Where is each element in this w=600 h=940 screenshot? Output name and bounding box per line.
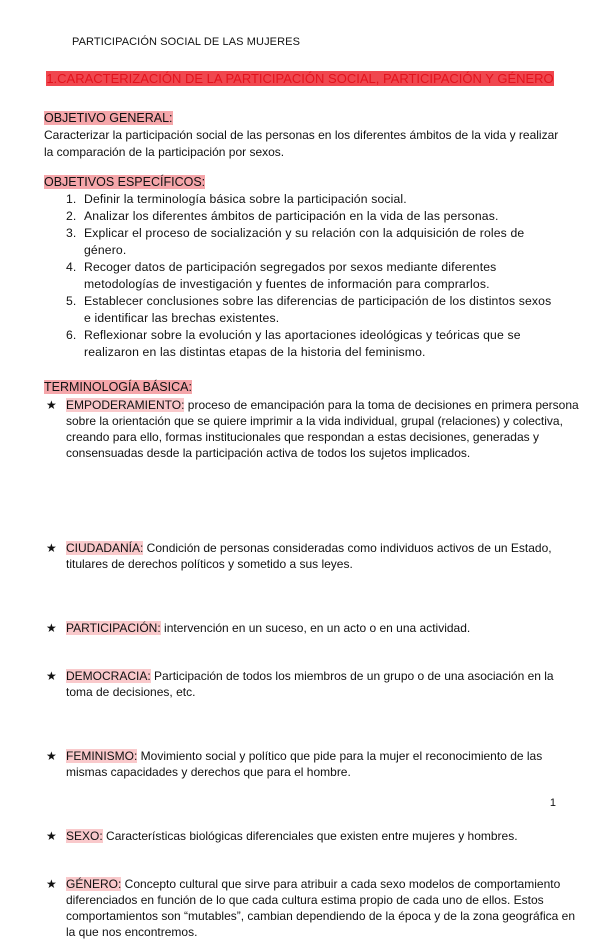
term-definition: intervención en un suceso, en un acto o en una actividad. (160, 621, 471, 635)
term-label: CIUDADANÍA: (66, 541, 144, 555)
term-ciudadania (44, 540, 582, 572)
list-item: 1. Definir la terminología básica sobre la participación social. (80, 191, 560, 208)
term-label: EMPODERAMIENTO: (66, 398, 185, 412)
page-number: 1 (549, 797, 556, 809)
term-genero (44, 876, 582, 940)
objetivos-especificos (44, 174, 560, 361)
term-definition: Participación de todos los miembros de un grupo o de una asociación en la toma de decisiones, etc. (66, 669, 554, 699)
objetivo-general-text: Caracterizar la participación social de las personas en los diferentes ámbitos de la vida y realizar la comparación de la participación por sexos. (44, 128, 559, 159)
terminologia-heading: TERMINOLOGÍA BÁSICA: (44, 380, 192, 394)
page-header: PARTICIPACIÓN SOCIAL DE LAS MUJERES (72, 36, 301, 48)
term-definition: Condición de personas consideradas como individuos activos de un Estado, titulares de derechos políticos y sometido a sus leyes. (66, 541, 552, 571)
list-item: 3. Explicar el proceso de socialización y su relación con la adquisición de roles de género. (80, 225, 560, 259)
term-democracia (44, 668, 582, 700)
star-icon: ★ (46, 749, 57, 763)
star-icon: ★ (46, 541, 57, 555)
term-label: GÉNERO: (66, 877, 122, 891)
star-icon: ★ (46, 877, 57, 891)
term-definition: Concepto cultural que sirve para atribuir a cada sexo modelos de comportamiento diferenciados en función de lo que cada cultura estima propio de cada uno de ellos. Estos comportamientos son “mutables”, cambian dependiendo de la época y de la zona geográfica en la que nos encontremos. (66, 877, 575, 939)
term-label: DEMOCRACIA: (66, 669, 151, 683)
term-feminismo (44, 748, 582, 780)
list-item: 4. Recoger datos de participación segregados por sexos mediante diferentes metodologías de investigación y fuentes de información para comprarlos. (80, 259, 560, 293)
term-label: SEXO: (66, 829, 103, 843)
section-title (40, 70, 560, 87)
section-title-text: 1.CARACTERIZACIÓN DE LA PARTICIPACIÓN SOCIAL, PARTICIPACIÓN Y GÉNERO (46, 71, 554, 86)
term-definition: Características biológicas diferenciales que existen entre mujeres y hombres. (102, 829, 518, 843)
term-label: PARTICIPACIÓN: (66, 621, 161, 635)
term-label: FEMINISMO: (66, 749, 138, 763)
objetivos-list (44, 191, 560, 361)
list-item: 6. Reflexionar sobre la evolución y las aportaciones ideológicas y teóricas que se realizaron en las distintas etapas de la historia del feminismo. (80, 327, 560, 361)
term-empoderamiento (44, 397, 582, 461)
objetivos-especificos-heading: OBJETIVOS ESPECÍFICOS: (44, 175, 206, 189)
star-icon: ★ (46, 398, 57, 412)
objetivo-general (44, 110, 560, 161)
list-item: 5. Establecer conclusiones sobre las diferencias de participación de los distintos sexos e identificar las brechas existentes. (80, 293, 560, 327)
star-icon: ★ (46, 829, 57, 843)
terminologia-heading-block (44, 379, 560, 396)
list-item: 2. Analizar los diferentes ámbitos de participación en la vida de las personas. (80, 208, 560, 225)
star-icon: ★ (46, 669, 57, 683)
term-participacion (44, 620, 582, 636)
term-definition: proceso de emancipación para la toma de decisiones en primera persona sobre la orientación que se quiere imprimir a la vida individual, grupal (relaciones) y colectiva, creando para ello, formas institucionales que respondan a estas decisiones, generadas y consensuadas desde la participación activa de todos los sujetos implicados. (66, 398, 579, 460)
term-definition: Movimiento social y político que pide para la mujer el reconocimiento de las mismas capacidades y derechos que para el hombre. (66, 749, 543, 779)
objetivo-general-heading: OBJETIVO GENERAL: (44, 111, 173, 125)
star-icon: ★ (46, 621, 57, 635)
term-sexo (44, 828, 582, 844)
